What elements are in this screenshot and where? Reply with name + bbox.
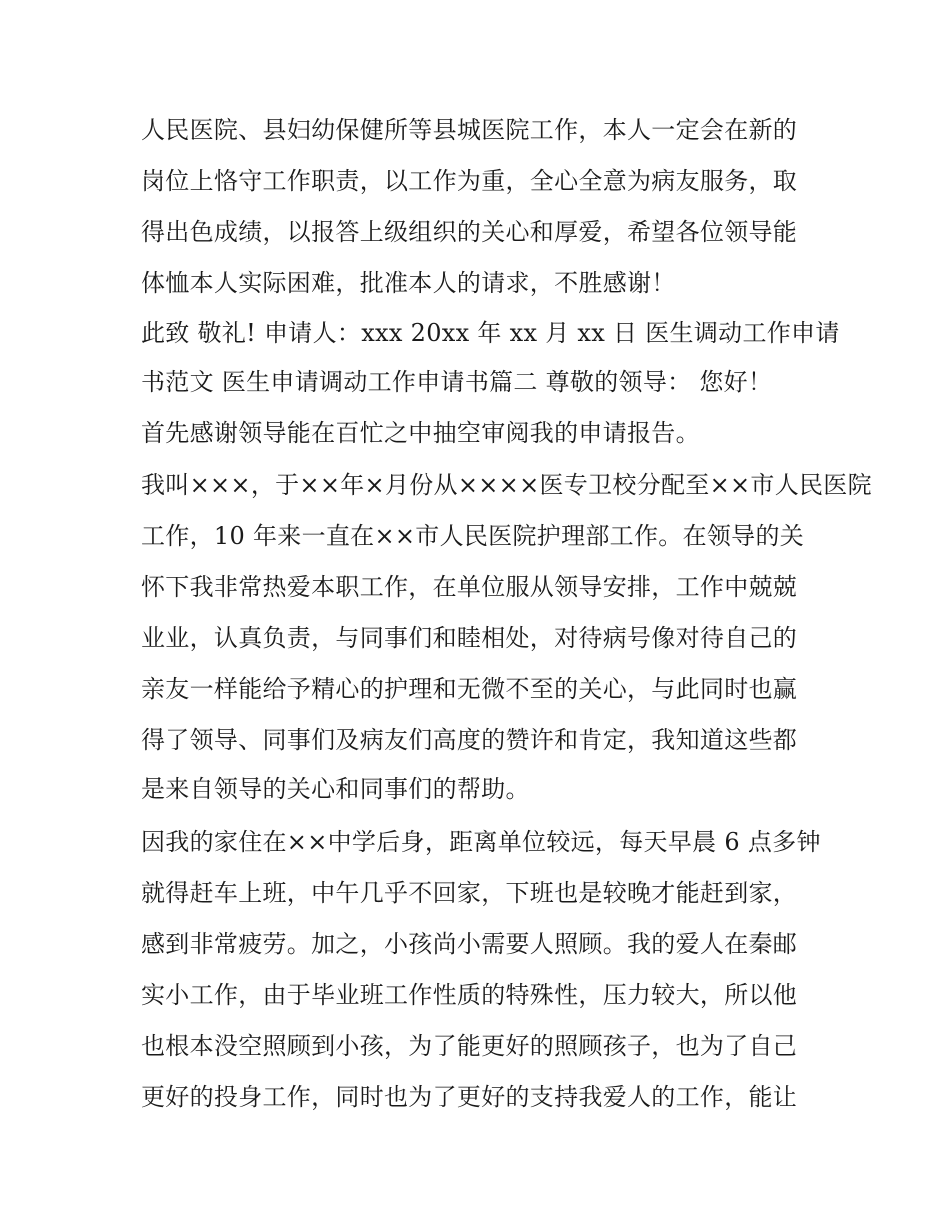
text-line: 就得赶车上班，中午几乎不回家，下班也是较晚才能赶到家， [141,879,798,907]
text-line: 亲友一样能给予精心的护理和无微不至的关心，与此同时也赢 [141,675,798,703]
text-line: 实小工作，由于毕业班工作性质的特殊性，压力较大，所以他 [141,981,798,1009]
text-line: 人民医院、县妇幼保健所等县城医院工作，本人一定会在新的 [141,116,798,144]
text-line: 得出色成绩，以报答上级组织的关心和厚爱，希望各位领导能 [141,218,798,246]
text-line: 感到非常疲劳。加之，小孩尚小需要人照顾。我的爱人在秦邮 [141,930,798,958]
text-line: 岗位上恪守工作职责，以工作为重，全心全意为病友服务，取 [141,167,798,195]
text-line: 首先感谢领导能在百忙之中抽空审阅我的申请报告。 [141,419,700,447]
text-line: 怀下我非常热爱本职工作，在单位服从领导安排，工作中兢兢 [141,573,798,601]
text-line: 工作，10 年来一直在××市人民医院护理部工作。在领导的关 [141,522,805,550]
text-line: 是来自领导的关心和同事们的帮助。 [141,775,530,803]
text-line: 书范文 医生申请调动工作申请书篇二 尊敬的领导： 您好！ [141,368,773,396]
text-line: 因我的家住在××中学后身，距离单位较远，每天早晨 6 点多钟 [141,828,821,856]
text-line: 我叫×××，于××年×月份从××××医专卫校分配至××市人民医院 [141,471,872,499]
text-line: 也根本没空照顾到小孩，为了能更好的照顾孩子，也为了自己 [141,1032,798,1060]
text-line: 业业，认真负责，与同事们和睦相处，对待病号像对待自己的 [141,624,798,652]
text-line: 体恤本人实际困难，批准本人的请求，不胜感谢！ [141,269,676,297]
text-line: 此致 敬礼! 申请人：xxx 20xx 年 xx 月 xx 日 医生调动工作申请 [141,319,840,347]
text-line: 得了领导、同事们及病友们高度的赞许和肯定，我知道这些都 [141,726,798,754]
text-line: 更好的投身工作，同时也为了更好的支持我爱人的工作，能让 [141,1083,798,1111]
